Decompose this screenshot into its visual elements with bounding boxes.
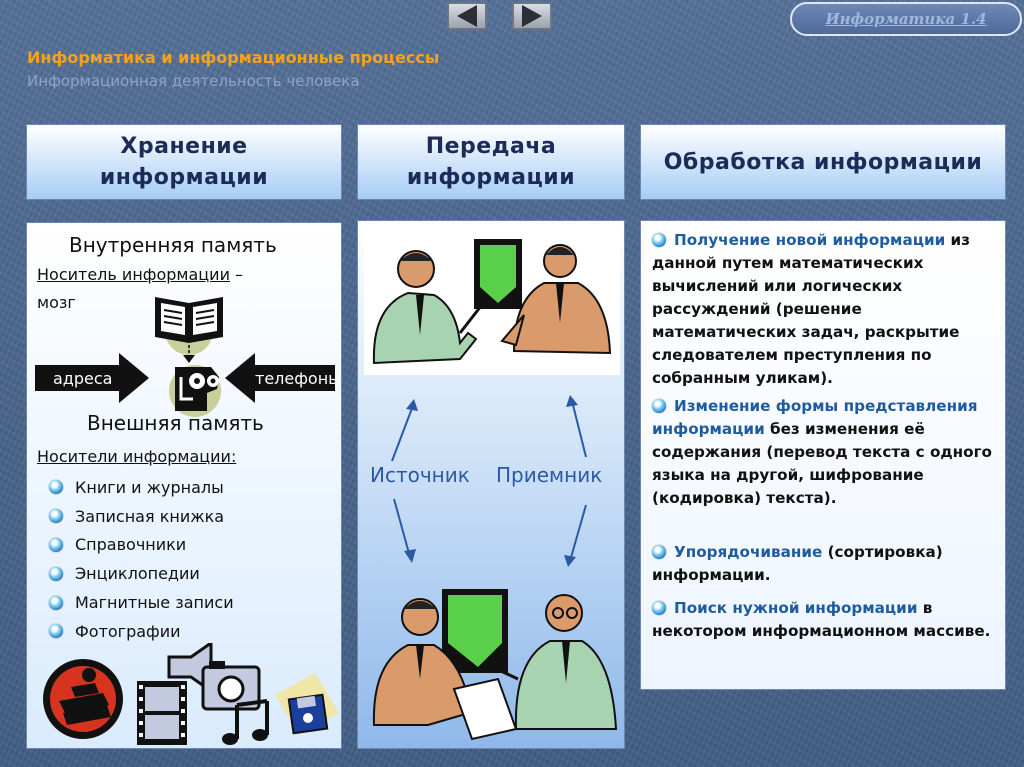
- receiver-label: Приемник: [496, 463, 603, 487]
- list-item-label: Справочники: [75, 535, 187, 555]
- list-item-label: Энциклопедии: [75, 564, 200, 584]
- triangle-left-icon: [457, 5, 477, 27]
- list-item-label: Фотографии: [75, 621, 181, 641]
- triangle-right-icon: [522, 5, 542, 27]
- heading-line: информации: [99, 165, 269, 190]
- list-item: [49, 473, 234, 502]
- heading-line: Передача: [425, 134, 557, 159]
- next-slide-button[interactable]: [512, 2, 552, 30]
- processing-item-title: Поиск нужной информации: [674, 599, 918, 617]
- addresses-label: адреса: [53, 368, 113, 388]
- processing-item: [652, 597, 997, 643]
- processing-item-text: (сортировка) информации.: [652, 543, 943, 584]
- books-disc-icon: [43, 659, 123, 739]
- list-item: [49, 588, 234, 617]
- processing-item-title: Изменение формы представления информации: [652, 397, 978, 438]
- storage-panel: [26, 222, 342, 749]
- list-item: [49, 617, 234, 646]
- processing-item: [652, 229, 997, 390]
- list-item-label: Магнитные записи: [75, 593, 234, 613]
- external-carriers-list: [49, 473, 234, 646]
- bullet-icon: [49, 480, 63, 494]
- film-strip-icon: [137, 681, 187, 745]
- source-label: Источник: [370, 463, 470, 487]
- arrow-left-icon: [223, 353, 255, 403]
- arrow-box-right: [255, 365, 341, 391]
- processing-item-text: из данной путем математических вычислений или логических рассуждений (решение математических задач, раскрытие следователем преступления по собранным уликам).: [652, 231, 970, 387]
- list-item: [49, 502, 234, 531]
- previous-slide-button[interactable]: [447, 2, 487, 30]
- bullet-icon: [652, 601, 666, 615]
- bullet-icon: [652, 399, 666, 413]
- page-title: Информатика и информационные процессы: [27, 48, 440, 67]
- arrow-right-icon: [119, 353, 151, 403]
- column-heading-processing: [640, 124, 1006, 200]
- document-icon: [454, 679, 516, 739]
- carrier-label: Носитель информации: [37, 265, 230, 284]
- bullet-icon: [652, 545, 666, 559]
- column-heading-transfer: [357, 124, 625, 200]
- processing-item: [652, 395, 997, 510]
- internal-memory-title: Внутренняя память: [69, 233, 277, 257]
- carrier-line: [37, 265, 243, 284]
- bullet-icon: [49, 624, 63, 638]
- page-subtitle: Информационная деятельность человека: [27, 72, 360, 90]
- list-item: [49, 531, 234, 560]
- brain-label: мозг: [37, 293, 76, 312]
- list-item-label: Записная книжка: [75, 506, 225, 526]
- column-heading-storage: [26, 124, 342, 200]
- external-memory-title: Внешняя память: [87, 411, 264, 435]
- people-talking-illustration-top: [364, 223, 620, 375]
- heading-line: информации: [406, 165, 576, 190]
- external-carriers-label: Носители информации:: [37, 447, 237, 466]
- processing-item-title: Получение новой информации: [674, 231, 946, 249]
- carrier-dash: –: [229, 265, 244, 284]
- heading-line: Обработка информации: [663, 149, 983, 175]
- media-clipart: [41, 643, 341, 747]
- processing-item-text: без изменения её содержания (перевод текста с одного языка на другой, шифрование (кодировка) текста).: [652, 420, 992, 507]
- processing-panel: [640, 220, 1006, 690]
- list-item: [49, 559, 234, 588]
- section-badge-link[interactable]: Информатика 1.4: [790, 2, 1022, 36]
- transfer-panel: [357, 220, 625, 749]
- bullet-icon: [49, 567, 63, 581]
- brain-memory-illustration: [145, 293, 235, 423]
- people-talking-illustration-bottom: [368, 579, 620, 745]
- bullet-icon: [49, 538, 63, 552]
- phones-label: телефоны: [255, 368, 341, 388]
- processing-item-title: Упорядочивание: [674, 543, 823, 561]
- list-item-label: Книги и журналы: [75, 477, 224, 497]
- heading-line: Хранение: [120, 134, 248, 159]
- bullet-icon: [652, 233, 666, 247]
- floppy-disk-icon: [275, 673, 339, 735]
- processing-item-text: в некотором информационном массиве.: [652, 599, 991, 640]
- bullet-icon: [49, 596, 63, 610]
- open-book-icon: [155, 297, 223, 343]
- bullet-icon: [49, 509, 63, 523]
- arrow-box-left: [35, 365, 119, 391]
- processing-item: [652, 541, 997, 587]
